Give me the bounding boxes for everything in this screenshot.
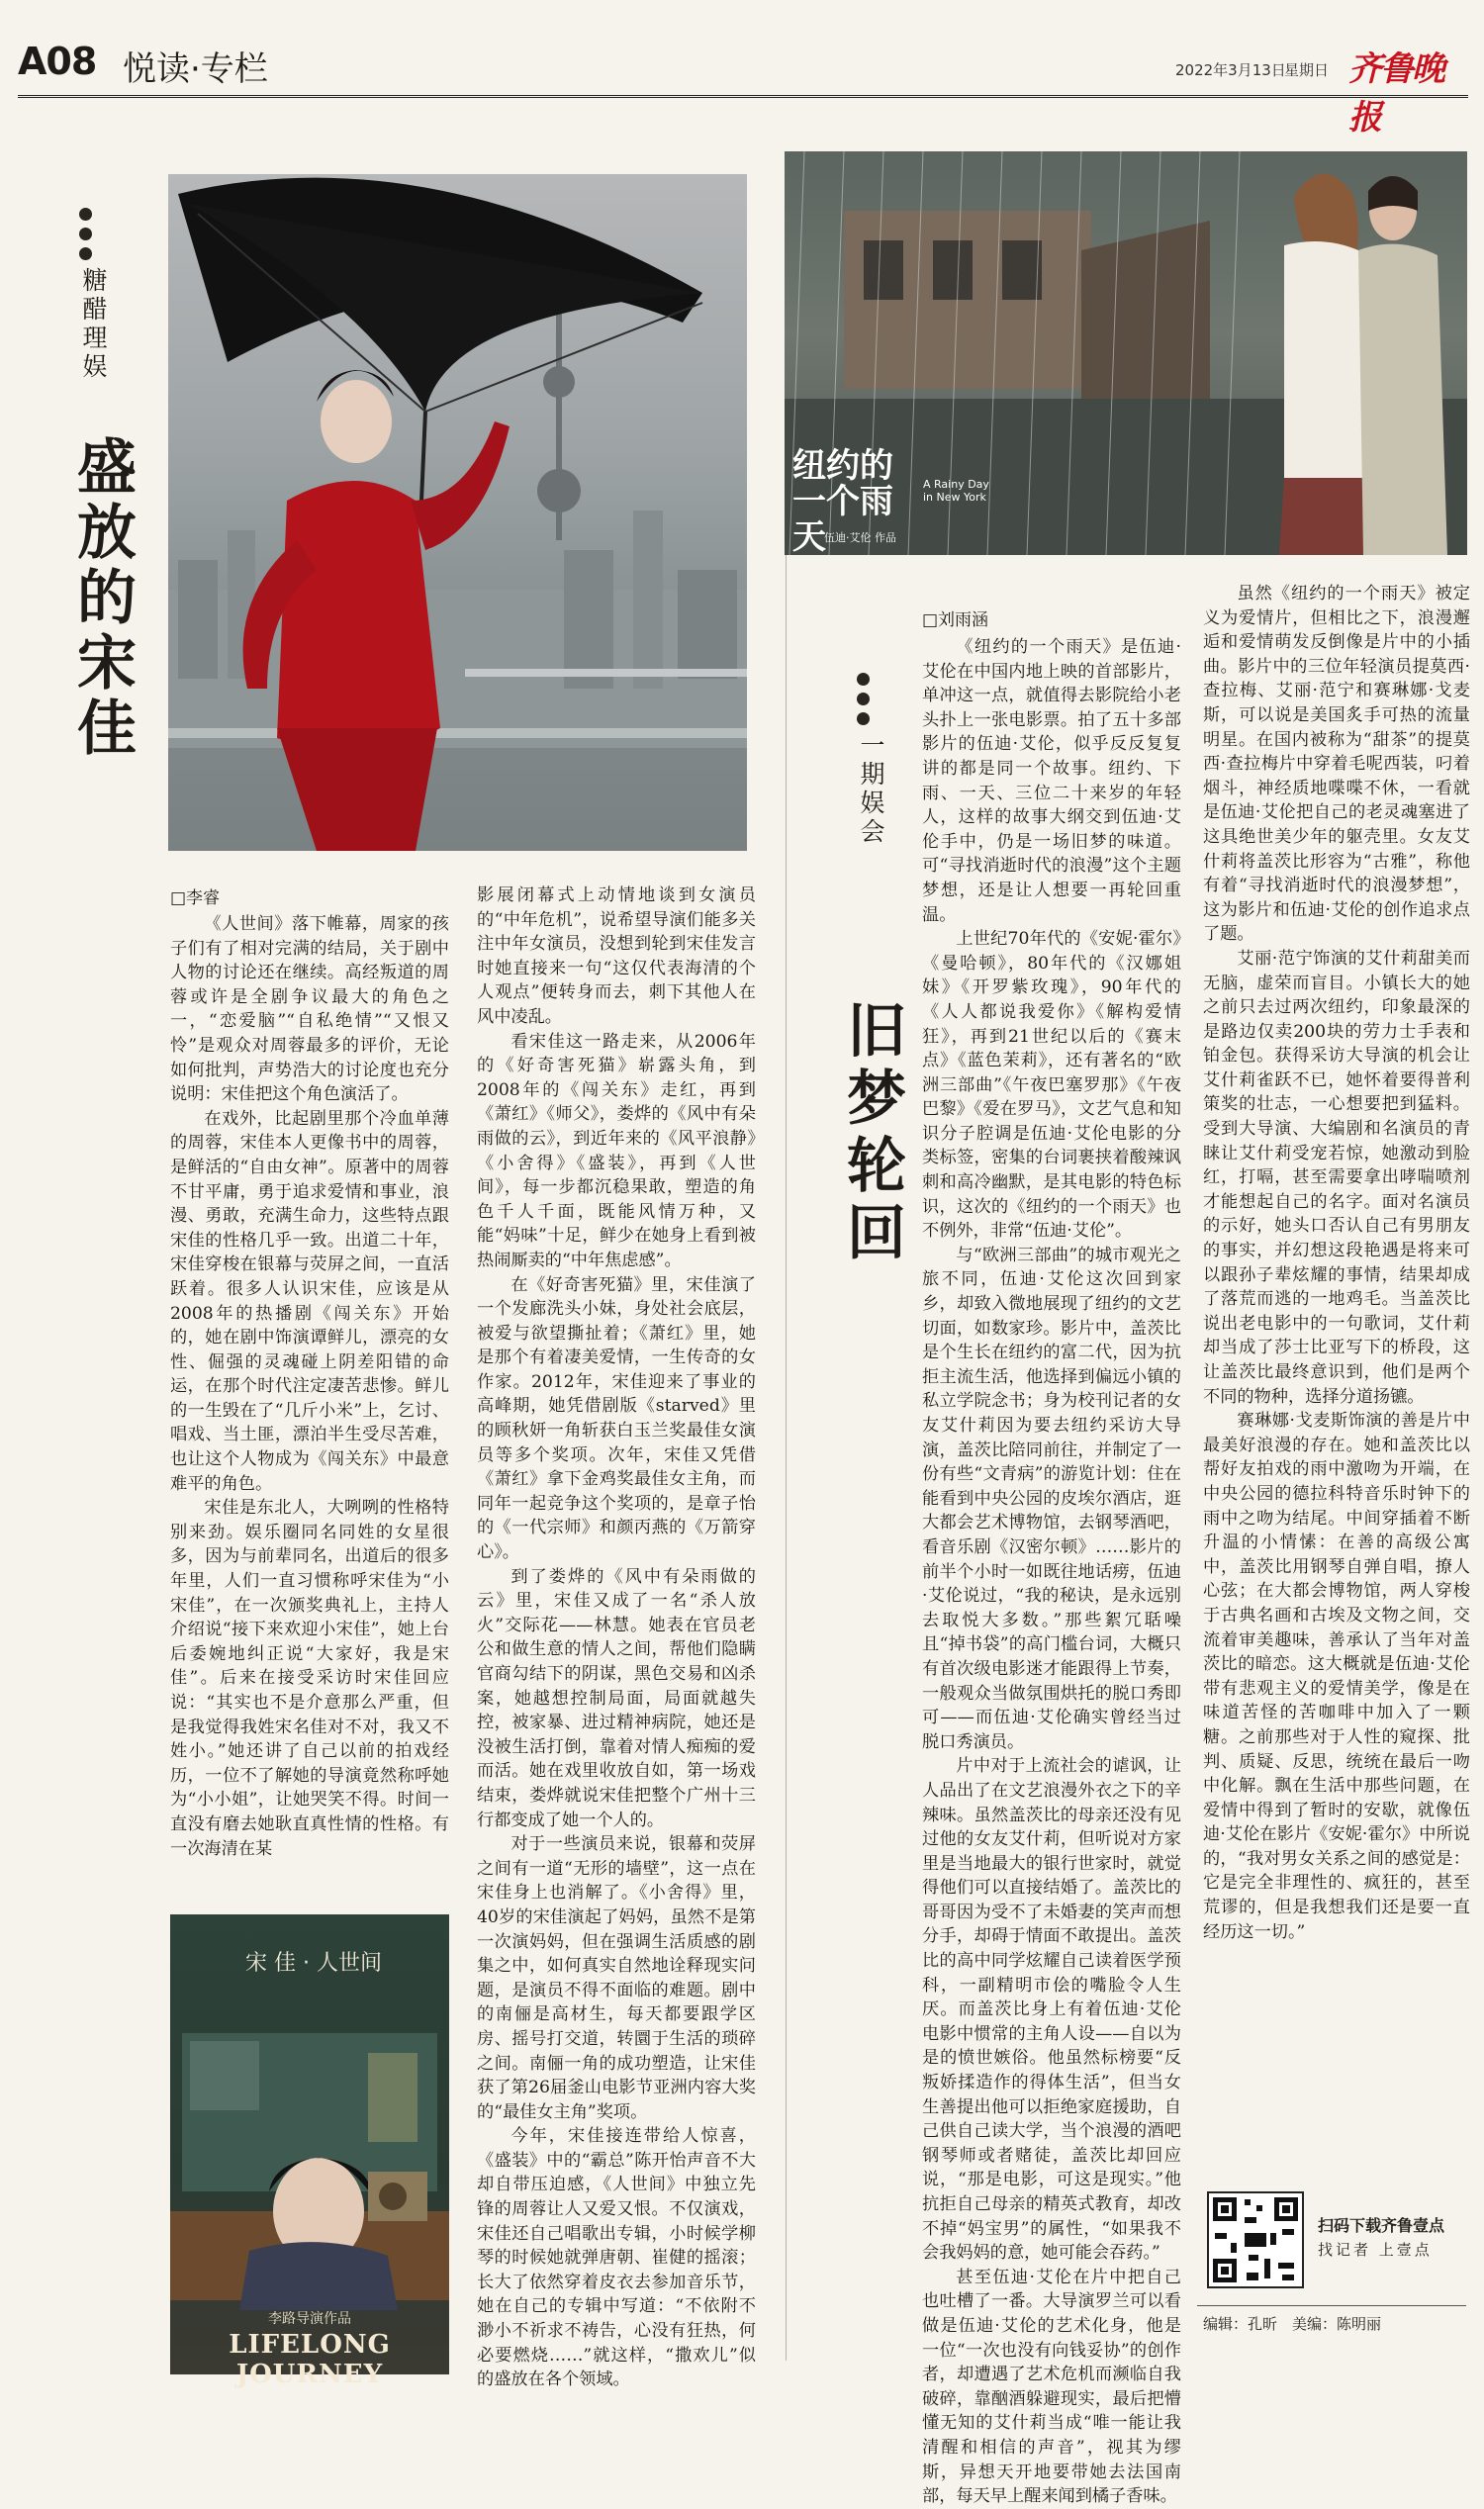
paragraph: 在《好奇害死猫》里，宋佳演了一个发廊洗头小妹，身处社会底层，被爱与欲望撕扯着；《萧红》里，她是那个有着凄美爱情，一生传奇的女作家。2012年，宋佳迎来了事业的高峰期，她凭借剧版《starved》里的顾秋妍一角斩获白玉兰奖最佳女演员等多个奖项。次年，宋佳又凭借《萧红》拿下金鸡奖最佳女主角，而同年一起竞争这个奖项的，是章子怡的《一代宗师》和颜丙燕的《万箭穿心》。 [477, 1274, 756, 1563]
paragraph: 上世纪70年代的《安妮·霍尔》《曼哈顿》，80年代的《汉娜姐妹》《开罗紫玫瑰》，90年代的《人人都说我爱你》《解构爱情狂》，再到21世纪以后的《赛末点》《蓝色茉莉》，还有著名的“欧洲三部曲”《午夜巴塞罗那》《午夜巴黎》《爱在罗马》，文艺气息和知识分子腔调是伍迪·艾伦电影的分类标签，密集的台词裹挟着酸辣讽刺和高冷幽默，是其电影的特色标识，这次的《纽约的一个雨天》也不例外，非常“伍迪·艾伦”。 [922, 929, 1181, 1242]
paragraph: 赛琳娜·戈麦斯饰演的善是片中最美好浪漫的存在。她和盖茨比以帮好友拍戏的雨中激吻为开端，在中央公园的德拉科特音乐时钟下的雨中之吻为结尾。中间穿插着不断升温的小情愫：在善的高级公寓中，盖茨比用钢琴自弹自唱，撩人心弦；在大都会博物馆，两人穿梭于古典名画和古埃及文物之间，交流着审美趣味，善承认了当年对盖茨比的暗恋。这大概就是伍迪·艾伦带有悲观主义的爱情美学，像是在味道苦怪的苦咖啡中加入了一颗糖。之前那些对于人性的窥探、批判、质疑、反思，统统在最后一吻中化解。飘在生活中那些问题，在爱情中得到了暂时的安歇，就像伍迪·艾伦在影片《安妮·霍尔》中所说的，“我对男女关系之间的感觉是：它是完全非理性的、疯狂的，甚至荒谬的，但是我想我们还是要一直经历这一切。” [1203, 1411, 1470, 1942]
issue-date: 2022年3月13日 [1175, 61, 1286, 79]
tag-dots-icon [857, 673, 890, 725]
paragraph: 艾丽·范宁饰演的艾什莉甜美而无脑，虚荣而盲目。小镇长大的她之前只去过两次纽约，印象最深的是路边仅卖200块的劳力士手表和铂金包。获得采访大导演的机会让艾什莉雀跃不已，她怀着要得普利策奖的壮志，一心想要把到猛料。受到大导演、大编剧和名演员的青睐让艾什莉受宠若惊，她激动到脸红，打嗝，甚至需要拿出哮喘喷剂才能想起自己的名字。面对名演员的示好，她头口否认自己有男朋友的事实，并幻想这段艳遇是将来可以跟孙子辈炫耀的事情，结果却成了落荒而逃的一地鸡毛。当盖茨比说出老电影中的一句歌词，艾什莉却当成了莎士比亚写下的桥段，这让盖茨比最终意识到，他们是两个不同的物种，选择分道扬镳。 [1203, 948, 1470, 1407]
paragraph: 到了娄烨的《风中有朵雨做的云》里，宋佳又成了一名“杀人放火”交际花——林慧。她表在官员老公和做生意的情人之间，帮他们隐瞒官商勾结下的阴谋，黑色交易和凶杀案，她越想控制局面，局面就越失控，被家暴、进过精神病院，她还是没被生活打倒，靠着对情人痴痴的爱而活。她在戏里收放自如，第一场戏结束，娄烨就说宋佳把整个广州十三行都变成了她一个人的。 [477, 1566, 756, 1830]
right-column-tag [857, 673, 890, 847]
rainy-day-photo [785, 151, 1467, 555]
qr-code-icon[interactable] [1207, 2191, 1304, 2288]
paragraph: 宋佳是东北人，大咧咧的性格特别来劲。娱乐圈同名同姓的女星很多，因为与前辈同名，出道后的很多年里，人们一直习惯称呼宋佳为“小宋佳”，在一次颁奖典礼上，主持人介绍说“接下来欢迎小宋佳”，她上台后委婉地纠正说“大家好，我是宋佳”。后来在接受采访时宋佳回应说：“其实也不是介意那么严重，但是我觉得我姓宋名佳对不对，我又不姓小。”她还讲了自己以前的拍戏经历，一位不了解她的导演竟然称呼她为“小小姐”，让她哭笑不得。时间一直没有磨去她耿直真性情的性格。有一次海清在某 [170, 1498, 449, 1859]
lifelong-journey-poster [170, 1914, 449, 2389]
photo-caption-credit: 伍迪·艾伦 作品 [824, 531, 896, 544]
poster-title: 宋 佳 · 人世间 [245, 1951, 382, 1976]
left-article-col-2 [477, 883, 756, 2390]
right-byline: □刘雨涵 [922, 610, 989, 630]
masthead-logo: 齐鲁晚报 [1348, 49, 1443, 138]
paragraph: 《人世间》落下帷幕，周家的孩子们有了相对完满的结局，关于剧中人物的讨论还在继续。高经叛道的周蓉或许是全剧争议最大的角色之一，“恋爱脑”“自私绝情”“又恨又怜”是观众对周蓉最多的评价，无论如何批判，声势浩大的讨论度也充分说明：宋佳把这个角色演活了。 [170, 914, 449, 1105]
paragraph: 《纽约的一个雨天》是伍迪·艾伦在中国内地上映的首部影片，单冲这一点，就值得去影院给小老头扑上一张电影票。拍了五十多部影片的伍迪·艾伦，似乎反反复复讲的都是同一个故事。纽约、下雨、一天、三位二十来岁的年轻人，这样的故事大纲交到伍迪·艾伦手中，仍是一场旧梦的味道。可“寻找消逝时代的浪漫”这个主题梦想，还是让人想要一再轮回重温。 [922, 637, 1181, 925]
paragraph: 对于一些演员来说，银幕和荧屏之间有一道“无形的墙壁”，这一点在宋佳身上也消解了。《小舍得》里，40岁的宋佳演起了妈妈，虽然不是第一次演妈妈，但在强调生活质感的剧集之中，如何真实自然地诠释现实问题，是演员不得不面临的难题。剧中的南俪是高材生，每天都要跟学区房、摇号打交道，转圜于生活的琐碎之间。南俪一角的成功塑造，让宋佳获了第26届釜山电影节亚洲内容大奖的“最佳女主角”奖项。 [477, 1834, 756, 2122]
header-divider [18, 95, 1468, 98]
photo-caption-en: A Rainy Day in New York [923, 478, 989, 504]
qr-block [1207, 2191, 1468, 2310]
left-photo-rule [168, 851, 169, 881]
section-title: 悦读·专栏 [123, 49, 268, 89]
paragraph: 影展闭幕式上动情地谈到女演员的“中年危机”，说希望导演们能多关注中年女演员，没想到轮到宋佳发言时她直接来一句“这仅代表海清的个人观点”便转身而去，刺下其他人在风中凌乱。 [477, 885, 756, 1027]
photo-caption-title: 纽约的一个雨天 [792, 446, 893, 557]
qr-slogan: 找记者 上壹点 [1318, 2241, 1433, 2259]
paragraph: 片中对于上流社会的谑讽，让人品出了在文艺浪漫外衣之下的辛辣味。虽然盖茨比的母亲还没有见过他的女友艾什莉，但听说对方家里是当地最大的银行世家时，就觉得他们可以直接结婚了。盖茨比的哥哥因为受不了未婚妻的笑声而想分手，却碍于情面不敢提出。盖茨比的高中同学炫耀自己读着医学预科，一副精明市侩的嘴脸令人生厌。而盖茨比身上有着伍迪·艾伦电影中惯常的主角人设——自以为是的愤世嫉俗。他虽然标榜要“反叛娇揉造作的得体生活”，但当女生善提出他可以拒绝家庭援助，自己供自己读大学，当个浪漫的酒吧钢琴师或者赌徒，盖茨比却回应说，“那是电影，可这是现实。”他抗拒自己母亲的精英式教育，却改不掉“妈宝男”的属性，“如果我不会我妈妈的意，她可能会吞药。” [922, 1756, 1181, 2264]
left-article-col-1 [170, 912, 449, 1906]
page-header [18, 40, 1468, 138]
paragraph: 虽然《纽约的一个雨天》被定义为爱情片，但相比之下，浪漫邂逅和爱情萌发反倒像是片中的小插曲。影片中的三位年轻演员提莫西·查拉梅、艾丽·范宁和赛琳娜·戈麦斯，可以说是美国炙手可热的流量明星。在国内被称为“甜茶”的提莫西·查拉梅片中穿着毛呢西装，叼着烟斗，神经质地喋喋不休，一看就是伍迪·艾伦把自己的老灵魂塞进了这具绝世美少年的躯壳里。女友艾什莉将盖茨比形容为“古雅”，称他有着“寻找消逝时代的浪漫梦想”，这为影片和伍迪·艾伦的创作追求点了题。 [1203, 584, 1470, 945]
right-article-col-1 [922, 635, 1181, 2507]
column-tag: 一期娱会 [857, 732, 885, 847]
right-article-col-2 [1203, 582, 1470, 2180]
footer-divider [1197, 2305, 1466, 2306]
song-jia-photo [168, 174, 747, 851]
poster-illustration [170, 1914, 449, 2374]
poster-english-title: LIFELONG JOURNEY [229, 2330, 391, 2389]
page-number: A08 [18, 40, 97, 83]
weekday: 星期日 [1284, 61, 1330, 79]
right-article-title: 旧梦轮回 [837, 999, 906, 1268]
paragraph: 看宋佳这一路走来，从2006年的《好奇害死猫》崭露头角，到2008年的《闯关东》走红，再到《萧红》《师父》，娄烨的《风中有朵雨做的云》，到近年来的《风平浪静》《小舍得》《盛装》，再到《人世间》，每一步都沉稳果敢，塑造的角色千人千面，既能风情万种，又能“妈味”十足，鲜少在她身上看到被热闹厮卖的“中年焦虑感”。 [477, 1031, 756, 1270]
paragraph: 在戏外，比起剧里那个冷血单薄的周蓉，宋佳本人更像书中的周蓉，是鲜活的“自由女神”。原著中的周蓉不甘平庸，勇于追求爱情和事业，浪漫、勇敢，充满生命力，这些特点跟宋佳的性格几乎一致。出道二十年，宋佳穿梭在银幕与荧屏之间，一直活跃着。很多人认识宋佳，应该是从2008年的热播剧《闯关东》开始的，她在剧中饰演谭鲜儿，漂亮的女性、倔强的灵魂碰上阴差阳错的命运，在那个时代注定凄苦悲惨。鲜儿的一生毁在了“几斤小米”上，乞讨、唱戏、当土匪，漂泊半生受尽苦难，也让这个人物成为《闯关东》中最意难平的角色。 [170, 1108, 449, 1494]
tag-dots-icon [79, 208, 113, 260]
poster-caption: 李路导演作品 [268, 2311, 351, 2327]
umbrella-photo-illustration [168, 174, 747, 851]
left-byline: □李睿 [170, 888, 221, 908]
left-article-title: 盛放的宋佳 [67, 435, 137, 762]
paragraph: 甚至伍迪·艾伦在片中把自己也吐槽了一番。大导演罗兰可以看做是伍迪·艾伦的艺术化身，他是一位“一次也没有向钱妥协”的创作者，却遭遇了艺术危机而濒临自我破碎，靠酗酒躲避现实，最后把懵懂无知的艾什莉当成“唯一能让我清醒和相信的声音”，视其为缪斯，异想天开地要带她去法国南部，每天早上醒来闻到橘子香味。 [922, 2267, 1181, 2507]
left-column-tag [79, 208, 113, 382]
qr-label: 扫码下载齐鲁壹点 [1318, 2216, 1445, 2235]
editor-credits: 编辑：孔昕 美编：陈明丽 [1203, 2315, 1382, 2333]
column-tag: 糖醋理娱 [79, 267, 108, 382]
paragraph: 今年，宋佳接连带给人惊喜，《盛装》中的“霸总”陈开怡声音不大却自带压迫感，《人世间》中独立先锋的周蓉让人又爱又恨。不仅演戏，宋佳还自己唱歌出专辑，小时候学柳琴的时候她就弹唐朝、崔健的摇滚；长大了依然穿着皮衣去参加音乐节，她在自己的专辑中写道：“不依附不渺小不祈求不祷告，心没有狂热，何必要燃烧……”就这样，“撒欢儿”似的盛放在各个领域。 [477, 2126, 756, 2390]
paragraph: 与“欧洲三部曲”的城市观光之旅不同，伍迪·艾伦这次回到家乡，却致入微地展现了纽约的文艺切面，如数家珍。影片中，盖茨比是个生长在纽约的富二代，因为抗拒主流生活，他选择到偏远小镇的私立学院念书；身为校刊记者的女友艾什莉因为要去纽约采访大导演，盖茨比陪同前往，并制定了一份有些“文青病”的游览计划：住在能看到中央公园的皮埃尔酒店，逛大都会艺术博物馆，去钢琴酒吧，看音乐剧《汉密尔顿》……影片的前半个小时一如既往地话痨，伍迪·艾伦说过，“我的秘诀，是永远别去取悦大多数。”那些絮冗聒噪且“掉书袋”的高门槛台词，大概只有首次级电影迷才能跟得上节奏，一般观众当做氛围烘托的脱口秀即可——而伍迪·艾伦确实曾经当过脱口秀演员。 [922, 1245, 1181, 1752]
